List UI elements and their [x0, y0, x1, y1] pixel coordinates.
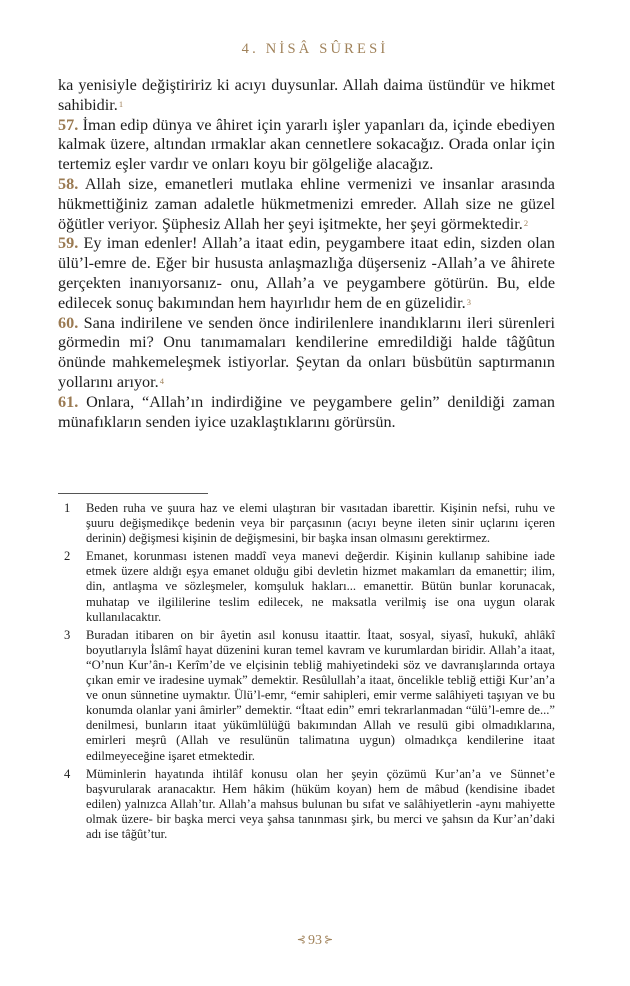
- verse-58: [58, 175, 555, 234]
- verse-text: Allah size, emanetleri mutlaka ehline vermenizi ve insanlar arasında hükmettiğiniz zaman adaletle hükmetmenizi emreder. Allah size ne güzel öğütler veriyor. Şüphesiz Allah her şeyi işitmekte, her şeyi görmektedir.: [58, 174, 555, 233]
- footnote-number: 4: [64, 766, 71, 781]
- intro-text: ka yenisiyle değiştiririz ki acıyı duysunlar. Allah daima üstündür ve hikmet sahibidir.: [58, 76, 555, 114]
- footnote-number: 3: [64, 627, 71, 642]
- verse-number: 60.: [58, 313, 79, 332]
- main-text: [58, 76, 555, 432]
- footnote-number: 1: [64, 501, 71, 515]
- running-header: 4. NİSÂ SÛRESİ: [241, 41, 389, 57]
- footnote-4: [64, 767, 555, 842]
- verse-59: [58, 234, 555, 313]
- ornament-left-icon: ⊰: [296, 934, 306, 946]
- footnote-1: [64, 501, 555, 546]
- verse-number: 61.: [58, 392, 79, 411]
- footnote-number: 2: [64, 549, 71, 564]
- footnote-ref[interactable]: 4: [159, 375, 164, 386]
- verse-text: Ey iman edenler! Allah’a itaat edin, peygambere itaat edin, sizden olan ülü’l-emre de. Eğer bir hususta anlaşmazlığa düşerseniz -Allah’a ve âhirete gerçekten inanıyorsanız- onu, Allah’a ve peygambere götürün. Bu, elde edilecek sonuç bakımından hem hayırlıdır hem de en güzelidir.: [58, 234, 556, 312]
- page-number-value: 93: [308, 933, 322, 948]
- footnote-ref[interactable]: 3: [466, 296, 471, 307]
- page-number: [0, 933, 630, 949]
- footnote-ref[interactable]: 1: [118, 98, 124, 109]
- verse-number: 59.: [58, 234, 79, 253]
- footnotes: [64, 501, 555, 845]
- verse-text: Sana indirilene ve senden önce indirilenlere inandıklarını ileri sürenleri görmedin mi? Onu tanımamaları kendilerine emredildiği halde tâğûtun önünde mahkemeleşmek istiyorlar. Şeytan da onları büsbütün saptırmanın yollarını arıyor.: [58, 313, 555, 391]
- ornament-right-icon: ⊱: [324, 934, 334, 946]
- footnote-ref[interactable]: 2: [523, 217, 529, 228]
- verse-text: İman edip dünya ve âhiret için yararlı işler yapanları da, içinde ebediyen kalmak üzere, altından ırmaklar akan cennetlere sokacağız. Orada onlar için tertemiz eşler vardır ve onları koyu bir gölgeliğe alacağız.: [58, 115, 555, 174]
- verse-57: [58, 116, 555, 175]
- footnote-2: [64, 549, 555, 624]
- footnote-3: [64, 628, 555, 764]
- intro-paragraph: [58, 76, 555, 116]
- verse-60: [58, 314, 555, 393]
- verse-number: 57.: [58, 115, 79, 134]
- footnote-text: Buradan itibaren on bir âyetin asıl konusu itaattir. İtaat, sosyal, siyasî, hukukî, ahlâkî boyutlarıyla İslâmî hayat düzenini kuran temel kavram ve kurumlardan biridir. Allah’a itaat, “O’nun Kur’ân-ı Kerîm’de ve elçisinin tebliğ mahiyetindeki söz ve davranışlarında ortaya çıkan emir ve iradesine uymak” demektir. Resûlullah’a itaat, öncelikle tebliğ ettiği Kur’an’a ve onun sünnetine uymaktır. Ülü’l-emr, “emir sahipleri, emir verme salâhiyeti taşıyan ve bu konumda olanlar yani âmirler” demektir. “İtaat edin” emri tekrarlanmadan “ülü’l-emre de...” denilmesi, bunların itaat yükümlülüğü bakımından Allah ve resulü gibi olmadıklarına, emirleri meşrû (Allah ve resulünün talimatına uygun) olmadıkça kendilerine itaat edilmeyeceğine işaret etmektedir.: [86, 627, 555, 763]
- footnote-divider: [58, 493, 208, 494]
- footnote-text: Müminlerin hayatında ihtilâf konusu olan her şeyin çözümü Kur’an’a ve Sünnet’e başvurularak aranacaktır. Hem hâkim (hüküm koyan) hem de mâbud (kendisine ibadet edilen) yalnızca Allah’tır. Allah’a mahsus bulunan bu sıfat ve salâhiyetlerin -aynı mahiyette olmak üzere- bir başka merci veya şahsa tanınması şirk, bu merci ve şahsın da Kur’an’daki adı ise tâğût’tur.: [86, 766, 555, 841]
- footnote-text: Beden ruha ve şuura haz ve elemi ulaştıran bir vasıtadan ibarettir. Kişinin nefsi, ruhu ve şuuru değişmedikçe bedenin veya bir parçasının (acıyı beyne ileten sinir uçlarını içeren derinin) değişmesi kişinin de değişmesini, bir başka insan olmasını gerektirmez.: [86, 501, 555, 546]
- verse-number: 58.: [58, 174, 79, 193]
- verse-text: Onlara, “Allah’ın indirdiğine ve peygambere gelin” denildiği zaman münafıkların senden iyice uzaklaştıklarını görürsün.: [58, 392, 556, 431]
- footnote-text: Emanet, korunması istenen maddî veya manevi değerdir. Kişinin kullanıp sahibine iade etmek üzere aldığı eşya emanet olduğu gibi devletin hizmet makamları da emanettir; ilim, din, antlaşma ve sözleşmeler, komşuluk hakları... emanettir. Bütün bunlar korunacak, muhatap ve ilgililerine teslim edilecek, ne maksatla verilmiş ise ona uygun olarak kullanılacaktır.: [86, 549, 555, 624]
- verse-61: [58, 393, 555, 433]
